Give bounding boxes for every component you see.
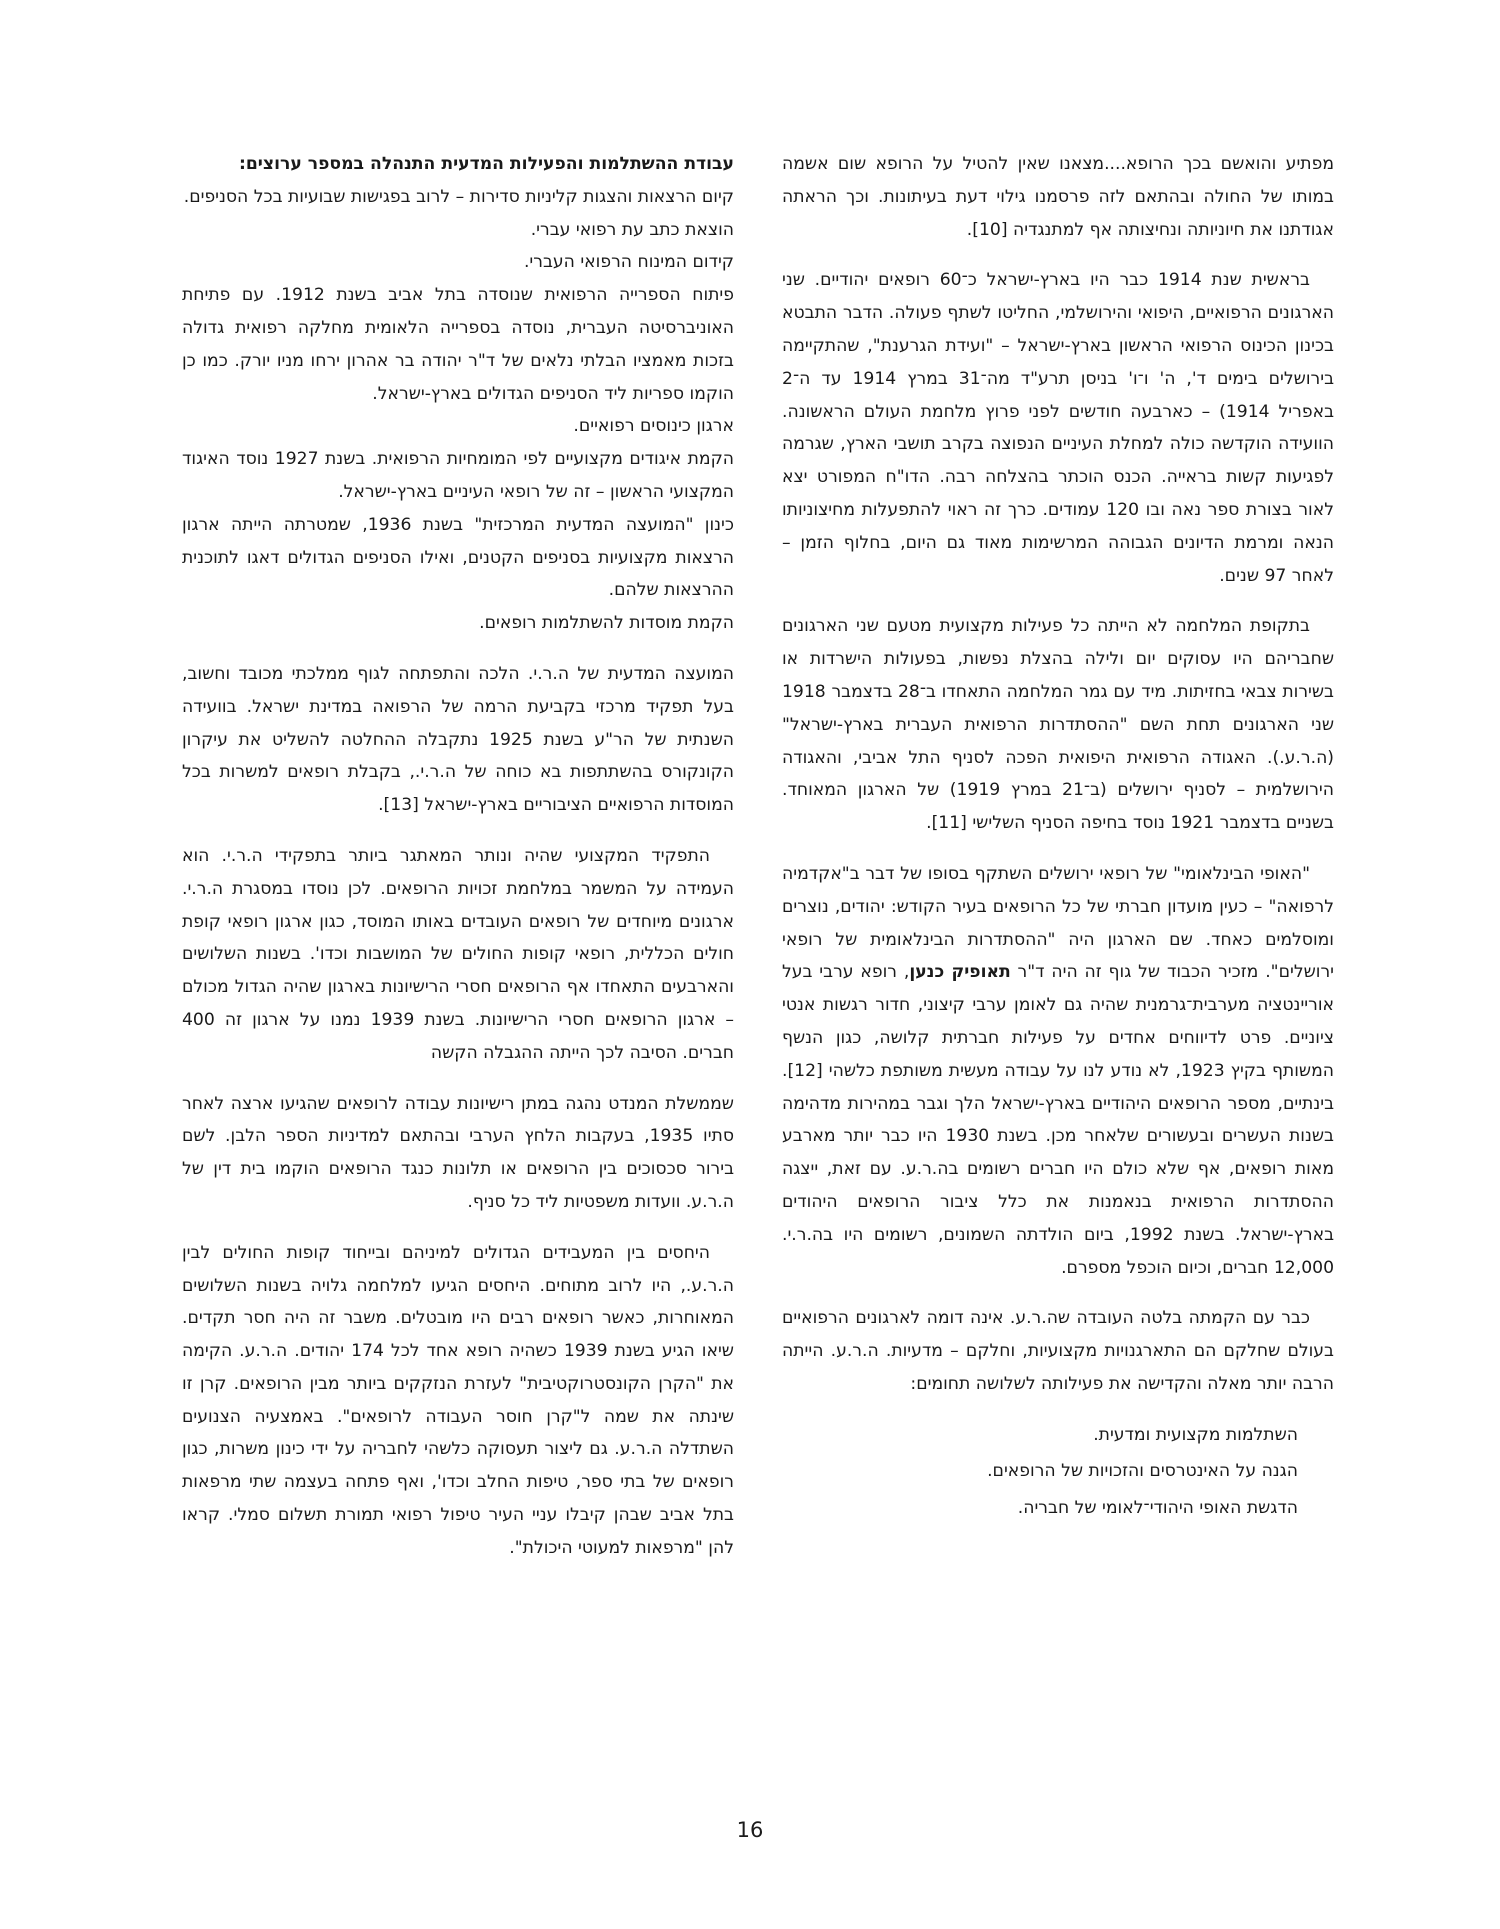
paragraph-with-name	[782, 858, 1334, 1284]
list-item: ארגון כינוסים רפואיים.	[573, 416, 734, 437]
paragraph: שממשלת המנדט נהגה במתן רישיונות עבודה לרופאים שהגיעו ארצה לאחר סתיו 1935, בעקבות הלחץ הערבי ובהתאם למדיניות הספר הלבן. לשם בירור סכסוכים בין הרופאים או תלונות כנגד הרופאים הוקמו בית דין של ה.ר.ע. וועדות משפטיות ליד כל סניף.	[182, 1093, 734, 1212]
list-item: קידום המינוח הרפואי העברי.	[523, 252, 734, 273]
list-item: השתלמות מקצועית ומדעית.	[1093, 1424, 1298, 1445]
paragraph: בראשית שנת 1914 כבר היו בארץ-ישראל כ־60 רופאים יהודיים. שני הארגונים הרפואיים, היפואי והירושלמי, החליטו לשתף פעולה. הדבר התבטא בכינון הכינוס הרפואי הראשון בארץ-ישראל – "ועידת הגרענת", שהתקיימה בירושלים בימים ד', ה' ו־ו' בניסן תרע"ד מה־31 במרץ 1914 עד ה־2 באפריל 1914) – כארבעה חודשים לפני פרוץ מלחמת העולם הראשונה. הוועידה הוקדשה כולה למחלת העיניים הנפוצה בקרב תושבי הארץ, שגרמה לפגיעות קשות בראייה. הכנס הוכתר בהצלחה רבה. הדו"ח המפורט יצא לאור בצורת ספר נאה ובו 120 עמודים. כרך זה ראוי להתפעלות מחיצוניותו הנאה ומרמת הדיונים הגבוהה המרשימות מאוד גם היום, בחלוף הזמן – לאחר 97 שנים.	[782, 270, 1335, 586]
list-item: כינון "המועצה המדעית המרכזית" בשנת 1936, שמטרתה הייתה ארגון הרצאות מקצועיות בסניפים הקטנים, ואילו הסניפים הגדולים דאגו לתוכנית ההרצאות שלהם.	[182, 514, 734, 601]
paragraph: התפקיד המקצועי שהיה ונותר המאתגר ביותר בתפקידי ה.ר.י. הוא העמידה על המשמר במלחמת זכויות הרופאים. לכן נוסדו במסגרת ה.ר.י. ארגונים מיוחדים של רופאים העובדים באותו המוסד, כגון ארגון רופאי קופת חולים הכללית, רופאי קופות החולים של המושבות וכדו'. בשנות השלושים והארבעים התאחדו אף הרופאים חסרי הרישיונות בארגון שהיה הגדול מכולם – ארגון הרופאים חסרי הרישיונות. בשנת 1939 נמנו על ארגון זה 400 חברים. הסיבה לכך הייתה ההגבלה הקשה	[182, 845, 734, 1063]
list-item: פיתוח הספרייה הרפואית שנוסדה בתל אביב בשנת 1912. עם פתיחת האוניברסיטה העברית, נוסדה בספרייה הלאומית מחלקה רפואית גדולה בזכות מאמציו הבלתי נלאים של ד"ר יהודה בר אהרון ירחו מניו יורק. כמו כן הוקמו ספריות ליד הסניפים הגדולים בארץ-ישראל.	[182, 285, 734, 404]
page-number: 16	[736, 1818, 764, 1842]
paragraph-text: , רופא ערבי בעל אוריינטציה מערבית־גרמנית שהיה גם לאומן ערבי קיצוני, חדור רגשות אנטי ציוניים. פרט לדיווחים אחדים על פעילות חברתית קלושה, כגון הנשף המשותף בקיץ 1923, לא נודע לנו על עבודה מעשית משותפת כלשהי [12]. בינתיים, מספר הרופאים היהודיים בארץ-ישראל הלך וגבר במהירות מדהימה בשנות העשרים ובעשורים שלאחר מכן. בשנת 1930 היו כבר יותר מארבע מאות רופאים, אף שלא כולם היו חברים רשומים בה.ר.ע. עם זאת, ייצגה ההסתדרות הרפואית בנאמנות את כלל ציבור הרופאים היהודים בארץ-ישראל. בשנת 1992, ביום הולדתה השמונים, רשומים היו בה.ר.י. 12,000 חברים, וכיום הוכפל מספרם.	[782, 962, 1335, 1278]
paragraph: בתקופת המלחמה לא הייתה כל פעילות מקצועית מטעם שני הארגונים שחבריהם היו עסוקים יום ולילה בהצלת נפשות, בפעולות הישרדות או בשירות צבאי בחזיתות. מיד עם גמר המלחמה התאחדו ב־28 בדצמבר 1918 שני הארגונים תחת השם "ההסתדרות הרפואית העברית בארץ-ישראל" (ה.ר.ע.). האגודה הרפואית היפואית הפכה לסניף התל אביבי, והאגודה הירושלמית – לסניף ירושלים (ב־21 במרץ 1919) של הארגון המאוחד. בשניים בדצמבר 1921 נוסד בחיפה הסניף השלישי [11].	[782, 616, 1335, 834]
channels-list	[182, 181, 734, 640]
right-column	[782, 148, 1334, 1529]
list-item: הקמת מוסדות להשתלמות רופאים.	[479, 613, 734, 634]
paragraph-text: "האופי הבינלאומי" של רופאי ירושלים השתקף בסופו של דבר ב"אקדמיה לרפואה" – כעין מועדון חברתי של כל הרופאים בעיר הקודש: יהודים, נוצרים ומוסלמים כאחד. שם הארגון היה "ההסתדרות הבינלאומית של רופאי ירושלים". מזכיר הכבוד של גוף זה היה ד"ר	[782, 863, 1334, 983]
areas-list	[782, 1419, 1334, 1525]
list-item: הגנה על האינטרסים והזכויות של הרופאים.	[987, 1461, 1298, 1482]
left-column	[182, 148, 734, 1583]
bold-name: תאופיק כנען	[909, 962, 1011, 983]
list-item: הקמת איגודים מקצועיים לפי המומחיות הרפואית. בשנת 1927 נוסד האיגוד המקצועי הראשון – זה של רופאי העיניים בארץ-ישראל.	[182, 449, 734, 502]
paragraph: היחסים בין המעבידים הגדולים למיניהם ובייחוד קופות החולים לבין ה.ר.ע., היו לרוב מתוחים. היחסים הגיעו למלחמה גלויה בשנות השלושים המאוחרות, כאשר רופאים רבים היו מובטלים. משבר זה היה חסר תקדים. שיאו הגיע בשנת 1939 כשהיה רופא אחד לכל 174 יהודים. ה.ר.ע. הקימה את "הקרן הקונסטרוקטיבית" לעזרת הנזקקים ביותר מבין הרופאים. קרן זו שינתה את שמה ל"קרן חוסר העבודה לרופאים". באמצעיה הצנועים השתדלה ה.ר.ע. גם ליצור תעסוקה כלשהי לחבריה על ידי כינון משרות, כגון רופאים של בתי ספר, טיפות החלב וכדו', ואף פתחה בעצמה שתי מרפאות בתל אביב שבהן קיבלו עניי העיר טיפול רפואי תמורת תשלום סמלי. קראו להן "מרפאות למעוטי היכולת".	[182, 1242, 734, 1558]
paragraph: כבר עם הקמתה בלטה העובדה שה.ר.ע. אינה דומה לארגונים הרפואיים בעולם שחלקם הם התארגנויות מקצועיות, וחלקם – מדעיות. ה.ר.ע. הייתה הרבה יותר מאלה והקדישה את פעילותה לשלושה תחומים:	[782, 1308, 1334, 1394]
paragraph: המועצה המדעית של ה.ר.י. הלכה והתפתחה לגוף ממלכתי מכובד וחשוב, בעל תפקיד מרכזי בקביעת הרמה של הרפואה במדינת ישראל. בוועידה השנתית של הר"ע בשנת 1925 נתקבלה ההחלטה להשליט את עיקרון הקונקורס בהשתתפות בא כוחה של ה.ר.י., בקבלת רופאים למשרות בכל המוסדות הרפואיים הציבוריים בארץ-ישראל [13].	[182, 663, 734, 816]
list-item: קיום הרצאות והצגות קליניות סדירות – לרוב בפגישות שבועיות בכל הסניפים.	[183, 186, 734, 207]
paragraph: מפתיע והואשם בכך הרופא....מצאנו שאין להטיל על הרופא שום אשמה במותו של החולה ובהתאם לזה פרסמנו גילוי דעת בעיתונות. וכך הראתה אגודתנו את חיוניותה ונחיצותה אף למתנגדיה [10].	[782, 154, 1334, 240]
list-item: הוצאת כתב עת רפואי עברי.	[530, 219, 734, 240]
section-heading: עבודת ההשתלמות והפעילות המדעית התנהלה במספר ערוצים:	[238, 154, 734, 174]
list-item: הדגשת האופי היהודי־לאומי של חבריה.	[1017, 1498, 1298, 1519]
